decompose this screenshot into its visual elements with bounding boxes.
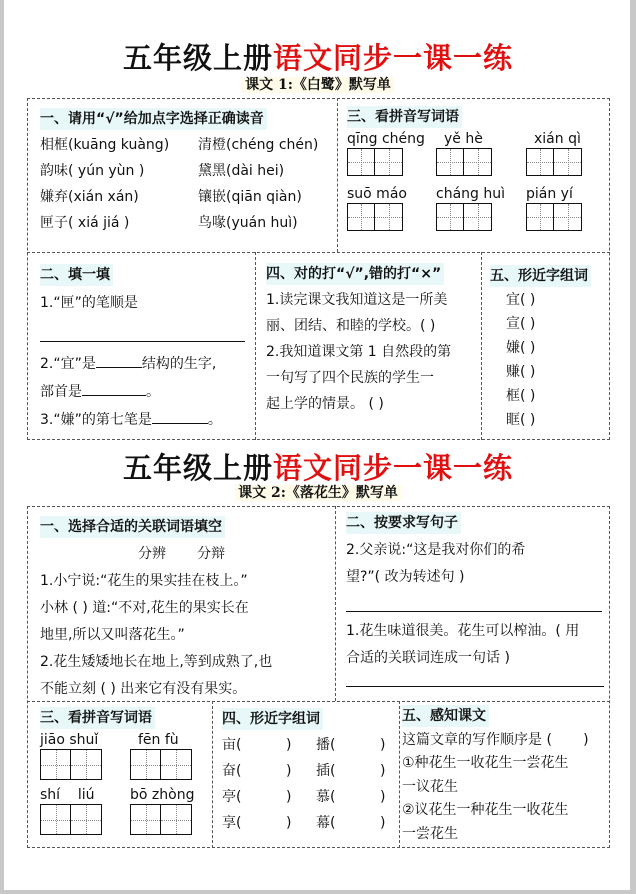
item-left: 亩( ): [222, 737, 292, 753]
item-left: 嫌弃(xián xán): [40, 189, 139, 205]
section-heading: 四、对的打“√”,错的打“×”: [266, 263, 444, 285]
title-red: 语文同步一课一练: [273, 451, 514, 485]
divider: [212, 701, 213, 848]
pinyin-label: jiāo shuǐ: [40, 732, 99, 748]
question-text: 合适的关联词连成一句话 ): [346, 650, 510, 666]
sheet1-subtitle: [0, 74, 636, 94]
section-heading: 五、形近字组词: [490, 265, 591, 287]
divider: [481, 252, 482, 440]
divider: [255, 252, 256, 440]
list-item: [222, 784, 397, 810]
pinyin-word: [40, 732, 102, 780]
section-heading: 三、看拼音写词语: [347, 106, 462, 128]
question-text: 2.我知道课文第 1 自然段的第: [266, 344, 452, 360]
question-text: 。: [146, 384, 160, 400]
section-heading: 二、填一填: [40, 264, 113, 286]
section-heading: 二、按要求写句子: [346, 512, 461, 534]
question-text: 3.“嫌”的第七笔是: [40, 412, 152, 428]
pinyin-label: shí liú: [40, 787, 95, 803]
sheet2-section-pinyin: [40, 705, 155, 731]
pinyin-word: [526, 186, 582, 231]
item-right: 清橙(chéng chén): [198, 137, 319, 153]
question-text: 1.花生味道很美。花生可以榨油。( 用: [346, 623, 580, 639]
pinyin-label: suō máo: [347, 186, 407, 202]
item-right: 慕( ): [316, 789, 386, 805]
list-item: [222, 732, 397, 758]
subtitle-text: 课文 2:《落花生》默写单: [235, 485, 401, 501]
question-text: 2.父亲说:“这是我对你们的希: [346, 542, 526, 558]
sheet1-section-pinyin: [347, 104, 462, 130]
pinyin-label: bō zhòng: [130, 787, 195, 803]
item-right: 黛黑(dài hei): [198, 163, 285, 179]
sheet1-title: [0, 36, 636, 77]
item-left: 亭( ): [222, 789, 292, 805]
sheet2-section-connectives: [40, 514, 332, 703]
question-text: 一句写了四个民族的学生一: [266, 370, 434, 386]
item-left: 相框(kuāng kuàng): [40, 137, 170, 153]
question-text: 不能立刻 ( ) 出来它有没有果实。: [40, 681, 247, 697]
question-text: 1.“匣”的笔顺是: [40, 295, 138, 311]
sheet2-section-similar-chars: [222, 706, 397, 836]
sheet2-title: [0, 446, 636, 487]
item-left: 匣子( xiá jiá ): [40, 215, 130, 231]
list-item: 框( ): [506, 388, 536, 404]
question-text: 起上学的情景。 ( ): [266, 396, 384, 412]
item-right: 播( ): [316, 737, 386, 753]
sheet1-section-fill: [40, 261, 250, 434]
option-text: ①种花生一收花生一尝花生: [402, 755, 569, 771]
answer-line[interactable]: [346, 611, 602, 612]
pinyin-label: fēn fù: [138, 732, 179, 748]
pinyin-label: qīng chéng: [347, 131, 425, 147]
section-heading: 一、选择合适的关联词语填空: [40, 516, 225, 538]
item-left: 奋( ): [222, 763, 292, 779]
writing-grid[interactable]: [526, 148, 582, 176]
pinyin-word: [526, 131, 582, 176]
option-text: 一尝花生: [402, 825, 458, 842]
question-text: 结构的生字,: [141, 356, 217, 372]
answer-line[interactable]: [346, 686, 604, 687]
item-right: 鸟喙(yuán huì): [198, 215, 298, 231]
list-item: [222, 810, 397, 836]
writing-grid[interactable]: [526, 203, 582, 231]
pinyin-word: [347, 186, 407, 231]
list-item: [40, 184, 335, 210]
sheet1-section-similar-chars: [490, 264, 608, 432]
writing-grid[interactable]: [40, 749, 102, 780]
question-text: 这篇文章的写作顺序是 ( ): [402, 731, 589, 748]
sheet1-section-true-false: [266, 261, 478, 417]
item-right: 插( ): [316, 763, 386, 779]
writing-grid[interactable]: [436, 148, 492, 176]
pinyin-label: cháng huì: [436, 186, 505, 202]
sheet2-subtitle: [0, 482, 636, 502]
writing-grid[interactable]: [130, 804, 194, 835]
divider: [337, 98, 338, 252]
item-right: 幕( ): [316, 815, 386, 831]
title-red: 语文同步一课一练: [273, 41, 514, 75]
writing-grid[interactable]: [347, 203, 407, 231]
list-item: 宣( ): [506, 316, 536, 332]
divider: [27, 252, 610, 253]
question-text: 1.小宁说:“花生的果实挂在枝上。”: [40, 573, 248, 589]
option-text: 一议花生: [402, 778, 458, 795]
question-text: 地里,所以又叫落花生。”: [40, 627, 185, 643]
question-text: 小林 ( ) 道:“不对,花生的果实长在: [40, 600, 249, 616]
question-text: 1.读完课文我知道这是一所美: [266, 292, 448, 308]
writing-grid[interactable]: [347, 148, 425, 176]
subtitle-text: 课文 1:《白鹭》默写单: [242, 77, 394, 93]
pinyin-label: pián yí: [526, 186, 573, 202]
list-item: [40, 132, 335, 158]
pinyin-word: [436, 131, 492, 176]
section-heading: 一、请用“√”给加点字选择正确读音: [40, 108, 267, 130]
answer-blank[interactable]: [82, 380, 146, 396]
pinyin-label: yě hè: [444, 131, 483, 147]
list-item: [40, 210, 335, 236]
sheet2-section-text-understanding: [402, 705, 608, 846]
question-text: 部首是: [40, 384, 82, 400]
list-item: 眶( ): [506, 412, 536, 428]
pinyin-word: [347, 131, 425, 176]
title-black: 五年级上册: [122, 41, 273, 75]
item-left: 享( ): [222, 815, 292, 831]
pinyin-label: xián qì: [534, 131, 581, 147]
item-right: 镶嵌(qiān qiàn): [198, 189, 302, 205]
pinyin-word: [130, 787, 194, 835]
pinyin-word: [130, 732, 192, 780]
list-item: 宜( ): [506, 292, 536, 308]
answer-line[interactable]: [40, 341, 245, 342]
writing-grid[interactable]: [436, 203, 505, 231]
section-heading: 三、看拼音写词语: [40, 707, 155, 729]
list-item: [222, 758, 397, 784]
section-heading: 五、感知课文: [402, 705, 489, 727]
list-item: 赚( ): [506, 364, 536, 380]
option-text: ②议花生一种花生一收花生: [402, 802, 569, 818]
answer-blank[interactable]: [152, 408, 208, 424]
question-text: 望?”( 改为转述句 ): [346, 569, 465, 585]
item-left: 韵味( yún yùn ): [40, 163, 145, 179]
question-text: 2.花生矮矮地长在地上,等到成熟了,也: [40, 654, 273, 670]
writing-grid[interactable]: [130, 749, 192, 780]
question-text: 2.“宜”是: [40, 356, 96, 372]
pinyin-word: [436, 186, 505, 231]
list-item: 嫌( ): [506, 340, 536, 356]
question-text: 。: [207, 412, 222, 428]
word-options: 分辨 分辩: [138, 546, 226, 562]
writing-grid[interactable]: [40, 804, 102, 835]
divider: [399, 701, 400, 848]
title-black: 五年级上册: [122, 451, 273, 485]
sheet2-section-sentences: [346, 510, 608, 687]
section-heading: 四、形近字组词: [222, 708, 323, 730]
pinyin-word: [40, 787, 102, 835]
answer-blank[interactable]: [96, 352, 142, 368]
question-text: 丽、团结、和睦的学校。( ): [266, 318, 436, 334]
list-item: [40, 158, 335, 184]
divider: [335, 506, 336, 701]
sheet1-section-pronunciation: [40, 106, 335, 236]
